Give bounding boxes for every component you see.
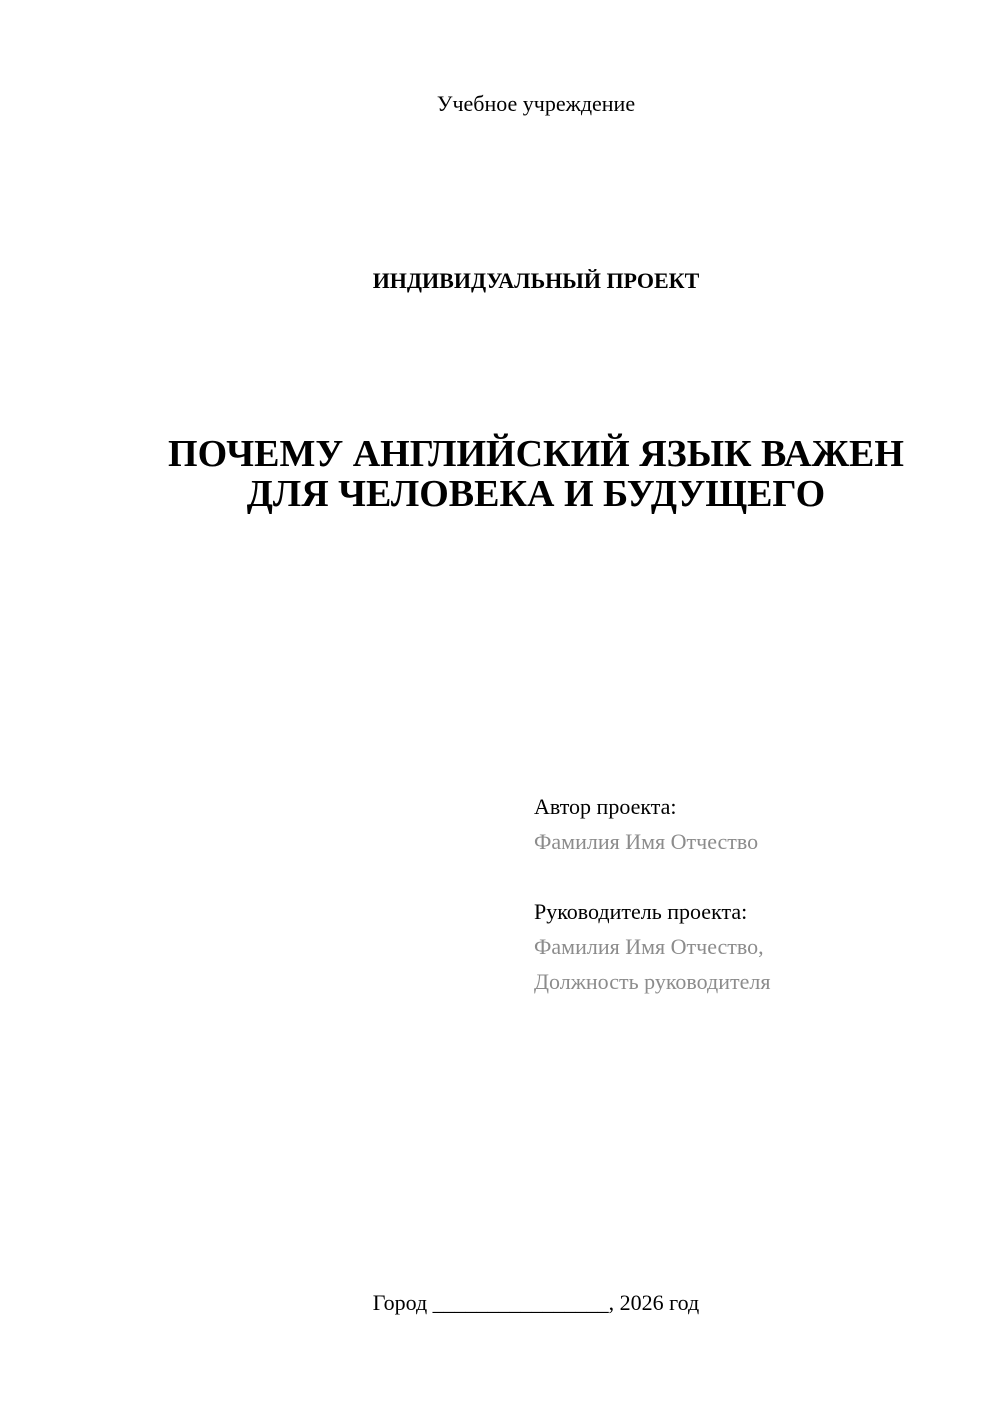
project-type: ИНДИВИДУАЛЬНЫЙ ПРОЕКТ (372, 268, 700, 293)
institution-name: Учебное учреждение (436, 91, 636, 116)
author-label: Автор проекта: (534, 794, 677, 819)
city-year-footer: Город ________________, 2026 год (372, 1290, 700, 1315)
supervisor-position: Должность руководителя (534, 969, 771, 994)
credits-block (534, 789, 770, 999)
project-title (0, 434, 1000, 514)
project-title-line-1: ПОЧЕМУ АНГЛИЙСКИЙ ЯЗЫК ВАЖЕН (168, 433, 904, 475)
author-name: Фамилия Имя Отчество (534, 829, 759, 854)
project-title-line-2: ДЛЯ ЧЕЛОВЕКА И БУДУЩЕГО (246, 473, 826, 515)
supervisor-name: Фамилия Имя Отчество, (534, 934, 764, 959)
supervisor-label: Руководитель проекта: (534, 899, 748, 924)
credits-spacer (534, 859, 770, 894)
